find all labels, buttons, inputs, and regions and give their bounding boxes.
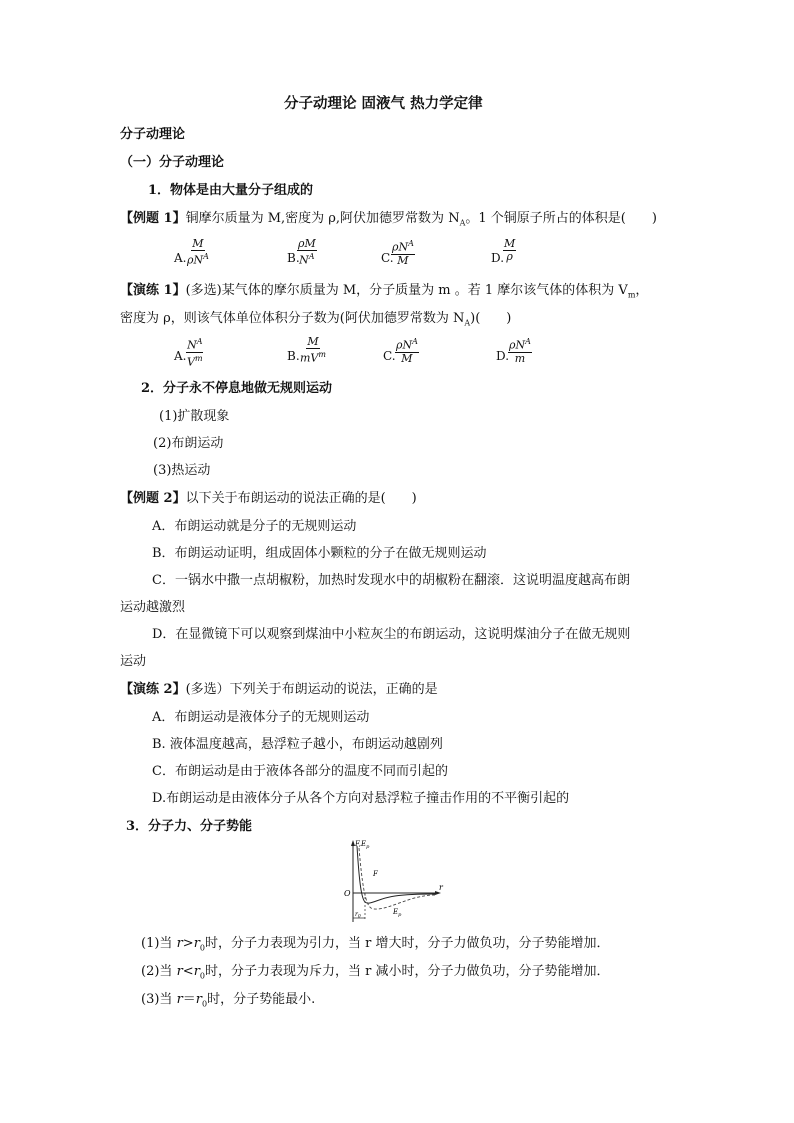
example-1-text-end: 。1 个铜原子所占的体积是( ) (465, 211, 657, 226)
statement-1 (141, 935, 609, 958)
statement-r0-sub: 0 (199, 943, 205, 953)
list-item: (2)布朗运动 (153, 436, 224, 451)
example-2-text: 以下关于布朗运动的说法正确的是( ) (185, 491, 417, 506)
example-1-text: 铜摩尔质量为 M,密度为 ρ,阿伏加德罗常数为 N (185, 211, 460, 226)
statement-prefix: (2)当 (141, 964, 177, 979)
subheading-1: 1．物体是由大量分子组成的 (148, 183, 314, 198)
example-1-option-a-label: A. (174, 251, 187, 265)
frac-den: V (187, 355, 195, 369)
statement-relation: > (182, 936, 194, 951)
statement-text: 时，分子势能最小. (207, 992, 316, 1007)
frac-num: N (187, 338, 197, 352)
statement-r0: r (195, 992, 203, 1007)
frac-den: ρ (506, 250, 513, 263)
example-1-option-d-label: D. (491, 251, 505, 265)
frac-den: mV (300, 351, 319, 365)
molecular-force-graph (335, 838, 453, 924)
statement-r0-sub: 0 (199, 971, 205, 981)
statement-var: r (176, 964, 183, 979)
force-label: F (373, 870, 378, 878)
frac-num: M (192, 237, 204, 250)
statement-relation: ＝ (182, 992, 196, 1007)
frac-num: ρN (392, 240, 409, 254)
frac-den-sup: m (318, 350, 326, 359)
frac-den-sup: A (203, 252, 209, 261)
example-1-option-d-fraction (503, 238, 516, 263)
force-curve (357, 846, 435, 903)
statement-r0: r (193, 964, 200, 979)
practice-1-option-b-fraction (299, 336, 327, 365)
frac-den-sup: m (194, 353, 203, 363)
x-axis-label: r (439, 883, 443, 892)
practice-2-option-a: A．布朗运动是液体分子的无规则运动 (152, 710, 370, 725)
frac-den: M (401, 351, 413, 365)
practice-2-question (120, 681, 438, 699)
example-1-option-b-fraction (297, 238, 317, 267)
statement-3 (141, 991, 315, 1014)
frac-den: ρN (187, 253, 204, 267)
subheading-2: 2．分子永不停息地做无规则运动 (141, 381, 333, 396)
example-1-option-a-fraction (186, 238, 210, 267)
statement-var: r (176, 936, 183, 951)
frac-num-sup: A (408, 239, 414, 248)
practice-1-option-c-fraction (395, 336, 419, 365)
practice-2-option-c: C．布朗运动是由于液体各部分的温度不同而引起的 (152, 764, 448, 779)
list-item: (3)热运动 (153, 463, 211, 478)
example-2-option-c-line-1: C．一锅水中撒一点胡椒粉，加热时发现水中的胡椒粉在翻滚．这说明温度越高布朗 (152, 573, 630, 588)
statement-2 (141, 963, 609, 986)
frac-num: M (504, 237, 516, 250)
statement-text: 时，分子力表现为斥力，当 r 减小时，分子力做负功，分子势能增加． (205, 964, 610, 979)
statement-r0-sub: 0 (202, 999, 208, 1009)
statement-r0: r (193, 936, 200, 951)
practice-2-option-d: D.布朗运动是由液体分子从各个方向对悬浮粒子撞击作用的不平衡引起的 (152, 791, 570, 806)
page-title: 分子动理论 固液气 热力学定律 (284, 95, 483, 112)
frac-num: ρN (396, 338, 413, 352)
example-1-option-c-label: C. (381, 251, 394, 265)
practice-1-option-d-label: D. (496, 349, 510, 363)
example-1-option-b-label: B. (287, 251, 300, 265)
practice-1-option-b-label: B. (287, 349, 300, 363)
practice-2-option-b: B. 液体温度越高，悬浮粒子越小，布朗运动越剧列 (152, 737, 443, 752)
frac-den-sup: A (308, 252, 315, 261)
example-2-option-d-line-2: 运动 (120, 654, 147, 669)
example-1-text-sub: A (459, 218, 466, 228)
frac-num-sup: A (196, 337, 203, 346)
practice-2-tag: 【演练 2】 (120, 682, 186, 697)
potential-energy-label: $E_p$ (393, 908, 402, 918)
potential-energy-curve (359, 848, 435, 909)
origin-label: O (344, 889, 351, 898)
example-2-option-d-line-1: D．在显微镜下可以观察到煤油中小粒灰尘的布朗运动，这说明煤油分子在做无规则 (152, 627, 631, 642)
example-2-option-a: A．布朗运动就是分子的无规则运动 (152, 519, 357, 534)
practice-1-line-2-text: 密度为 ρ，则该气体单位体积分子数为(阿伏加德罗常数为 N (120, 311, 465, 326)
example-1-tag: 【例题 1】 (120, 211, 186, 226)
practice-1-text: (多选)某气体的摩尔质量为 M，分子质量为 m 。若 1 摩尔该气体的体积为 V (185, 283, 628, 298)
y-axis-label: $F,E_p$ (355, 840, 370, 850)
subheading-3: 3．分子力、分子势能 (126, 819, 253, 834)
statement-var: r (176, 992, 183, 1007)
practice-1-tag: 【演练 1】 (120, 283, 186, 298)
practice-1-option-d-fraction (508, 336, 532, 365)
practice-1-text-end: ， (635, 283, 649, 298)
practice-1-line-2-end: )( ) (470, 311, 512, 326)
practice-1-option-a-fraction (186, 336, 204, 368)
practice-2-text: (多选）下列关于布朗运动的说法，正确的是 (185, 682, 438, 697)
example-2-option-b: B．布朗运动证明，组成固体小颗粒的分子在做无规则运动 (152, 546, 487, 561)
statement-text: 时，分子力表现为引力，当 r 增大时，分子力做负功，分子势能增加． (205, 936, 610, 951)
practice-1-line-2-sub: A (464, 318, 471, 328)
frac-num-sup: A (412, 337, 418, 346)
frac-den: N (299, 253, 309, 267)
frac-num: ρM (298, 237, 316, 250)
practice-1-line-1 (120, 282, 648, 305)
r0-label: $r_0$ (355, 911, 361, 920)
example-2-option-c-line-2: 运动越激烈 (120, 600, 186, 615)
example-2-question (120, 490, 417, 508)
frac-num-sup: A (525, 337, 531, 346)
statement-prefix: (3)当 (141, 992, 177, 1007)
section-heading: 分子动理论 (120, 127, 186, 142)
part-heading: （一）分子动理论 (120, 155, 225, 170)
frac-num: ρN (509, 338, 526, 352)
practice-1-option-c-label: C. (383, 349, 396, 363)
practice-1-line-2 (120, 310, 511, 333)
example-1-question (120, 210, 657, 233)
statement-prefix: (1)当 (141, 936, 177, 951)
practice-1-text-sub: m (627, 290, 636, 300)
frac-den: m (514, 351, 526, 365)
frac-den: M (397, 253, 409, 267)
frac-num: M (307, 335, 319, 348)
list-item: (1)扩散现象 (159, 409, 230, 424)
example-2-tag: 【例题 2】 (120, 491, 186, 506)
practice-1-option-a-label: A. (174, 349, 187, 363)
example-1-option-c-fraction (391, 238, 415, 267)
statement-relation: < (182, 964, 194, 979)
